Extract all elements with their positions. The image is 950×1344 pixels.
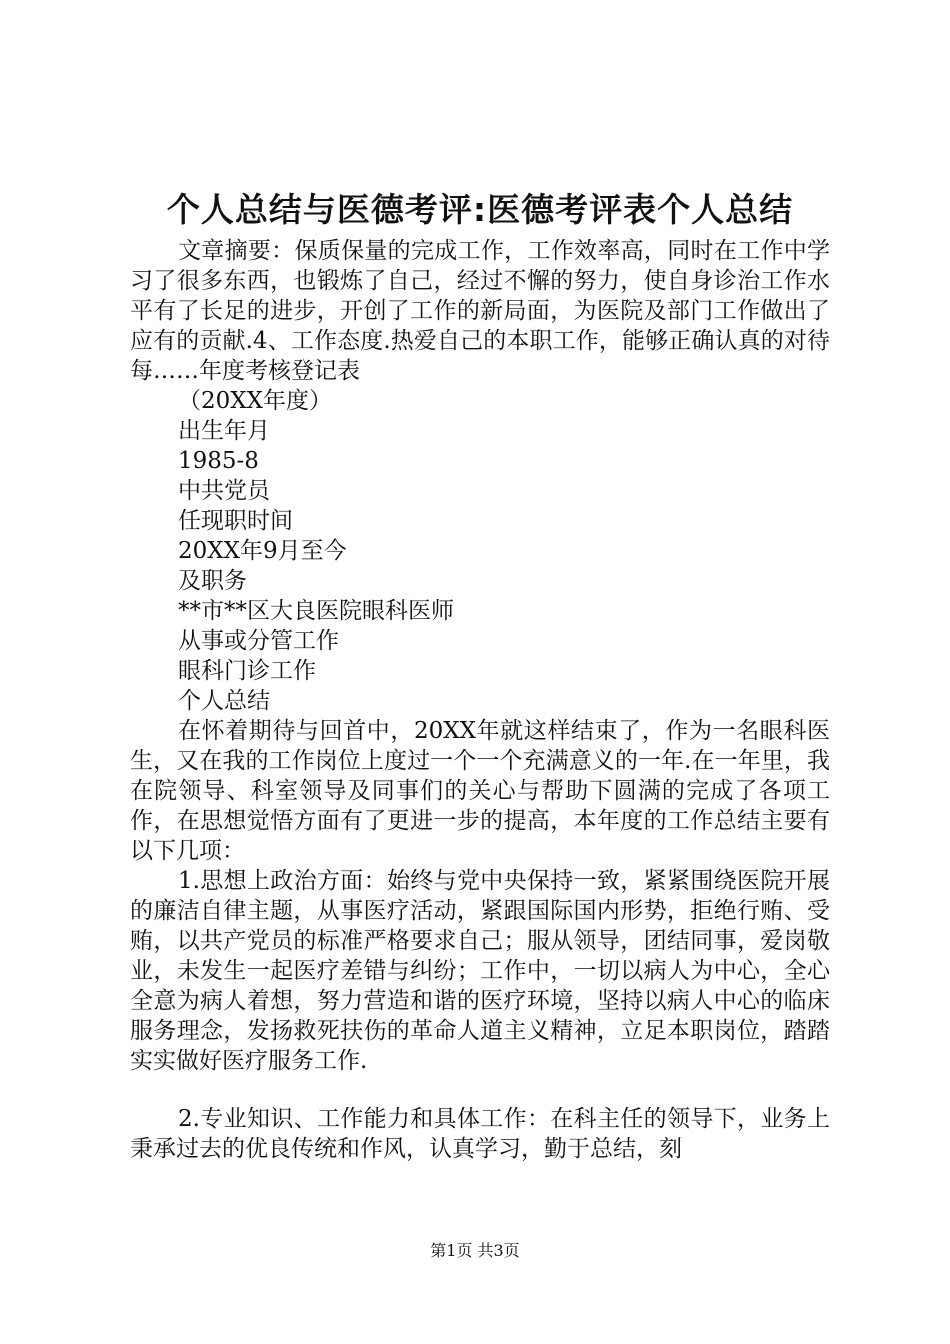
body-paragraph-2: 1.思想上政治方面：始终与党中央保持一致，紧紧围绕医院开展的廉洁自律主题，从事医疗活动，紧跟国际国内形势，拒绝行贿、受贿，以共产党员的标准严格要求自己；服从领导，团结同事，爱岗敬业，未发生一起医疗差错与纠纷；工作中，一切以病人为中心，全心全意为病人着想，努力营造和谐的医疗环境，坚持以病人中心的临床服务理念，发扬救死扶伤的革命人道主义精神，立足本职岗位，踏踏实实做好医疗服务工作. [130,868,830,1074]
registration-fields [130,386,830,716]
field-party: 中共党员 [178,478,270,504]
abstract-paragraph: 文章摘要：保质保量的完成工作，工作效率高，同时在工作中学习了很多东西，也锻炼了自己，经过不懈的努力，使自身诊治工作水平有了长足的进步，开创了工作的新局面，为医院及部门工作做出了应有的贡献.4、工作态度.热爱自己的本职工作，能够正确认真的对待每……年度考核登记表 [130,238,830,384]
field-position-time-label: 任现职时间 [178,508,293,534]
field-work-label: 从事或分管工作 [178,628,339,654]
body-paragraph-1: 在怀着期待与回首中，20XX年就这样结束了，作为一名眼科医生，又在我的工作岗位上度过一个一个充满意义的一年.在一年里，我在院领导、科室领导及同事们的关心与帮助下圆满的完成了各项工作，在思想觉悟方面有了更进一步的提高，本年度的工作总结主要有以下几项： [130,718,830,864]
field-summary-label: 个人总结 [178,688,270,714]
paragraph-gap [130,1076,830,1104]
page-footer: 第1页 共3页 [430,1241,520,1260]
field-year: （20XX年度） [178,388,333,414]
field-position-time-value: 20XX年9月至今 [178,538,347,564]
document-page [130,188,830,1164]
field-position-value: **市**区大良医院眼科医师 [178,598,454,624]
field-birth-value: 1985-8 [178,448,259,474]
field-work-value: 眼科门诊工作 [178,658,316,684]
document-title: 个人总结与医德考评:医德考评表个人总结 [166,190,794,229]
field-birth-label: 出生年月 [178,418,270,444]
body-paragraph-3: 2.专业知识、工作能力和具体工作：在科主任的领导下，业务上秉承过去的优良传统和作风，认真学习，勤于总结，刻 [130,1106,830,1162]
field-position-label: 及职务 [178,568,247,594]
